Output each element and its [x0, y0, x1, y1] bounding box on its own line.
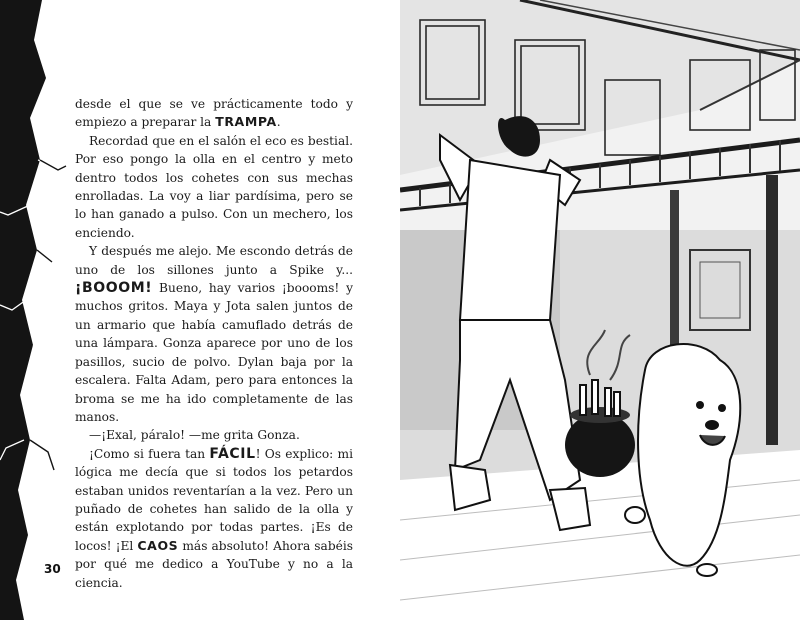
paragraph [75, 445, 353, 592]
body-text [75, 95, 353, 592]
text-run: desde el que se ve prácticamente todo y empiezo a preparar la [75, 97, 353, 130]
paragraph [75, 132, 353, 242]
paragraph [75, 242, 353, 426]
text-run: ¡Como si fuera tan [89, 446, 210, 461]
text-run: ! Os explico: mi lógica me decía que si todos los petardos estaban unidos reventarían a la vez. Pero un puñado de cohetes han salido de la olla y están explotando por todas partes. ¡Es de locos! ¡El [75, 446, 353, 553]
text-run: . [276, 115, 281, 130]
emphasis-word: ¡BOOOM! [75, 280, 153, 297]
page-number: 30 [44, 562, 61, 576]
emphasis-word: CAOS [137, 537, 179, 553]
emphasis-word: FÁCIL [209, 445, 256, 462]
comic-illustration [400, 0, 800, 620]
text-run: más absoluto! Ahora sabéis por qué me dedico a YouTube y no a la ciencia. [75, 538, 353, 590]
text-run: Y después me alejo. Me escondo detrás de uno de los sillones junto a Spike y... [75, 244, 353, 277]
crack-border-decoration [0, 0, 70, 620]
text-run: Recordad que en el salón el eco es bestial. Por eso pongo la olla en el centro y meto dentro todos los cohetes con sus mechas enrolladas. La voy a liar pardísima, pero se lo han ganado a pulso. Con un mechero, los enciendo. [75, 133, 353, 240]
paragraph [75, 426, 353, 444]
text-run: —¡Exal, páralo! —me grita Gonza. [89, 428, 300, 443]
emphasis-word: TRAMPA [215, 114, 277, 130]
text-run: Bueno, hay varios ¡boooms! y muchos gritos. Maya y Jota salen juntos de un armario que había camuflado detrás de una lámpara. Gonza aparece por uno de los pasillos, sucio de polvo. Dylan baja por la escalera. Falta Adam, pero para entonces la broma se me ha ido completamente de las manos. [75, 281, 353, 424]
paragraph [75, 95, 353, 132]
right-page [400, 0, 800, 620]
